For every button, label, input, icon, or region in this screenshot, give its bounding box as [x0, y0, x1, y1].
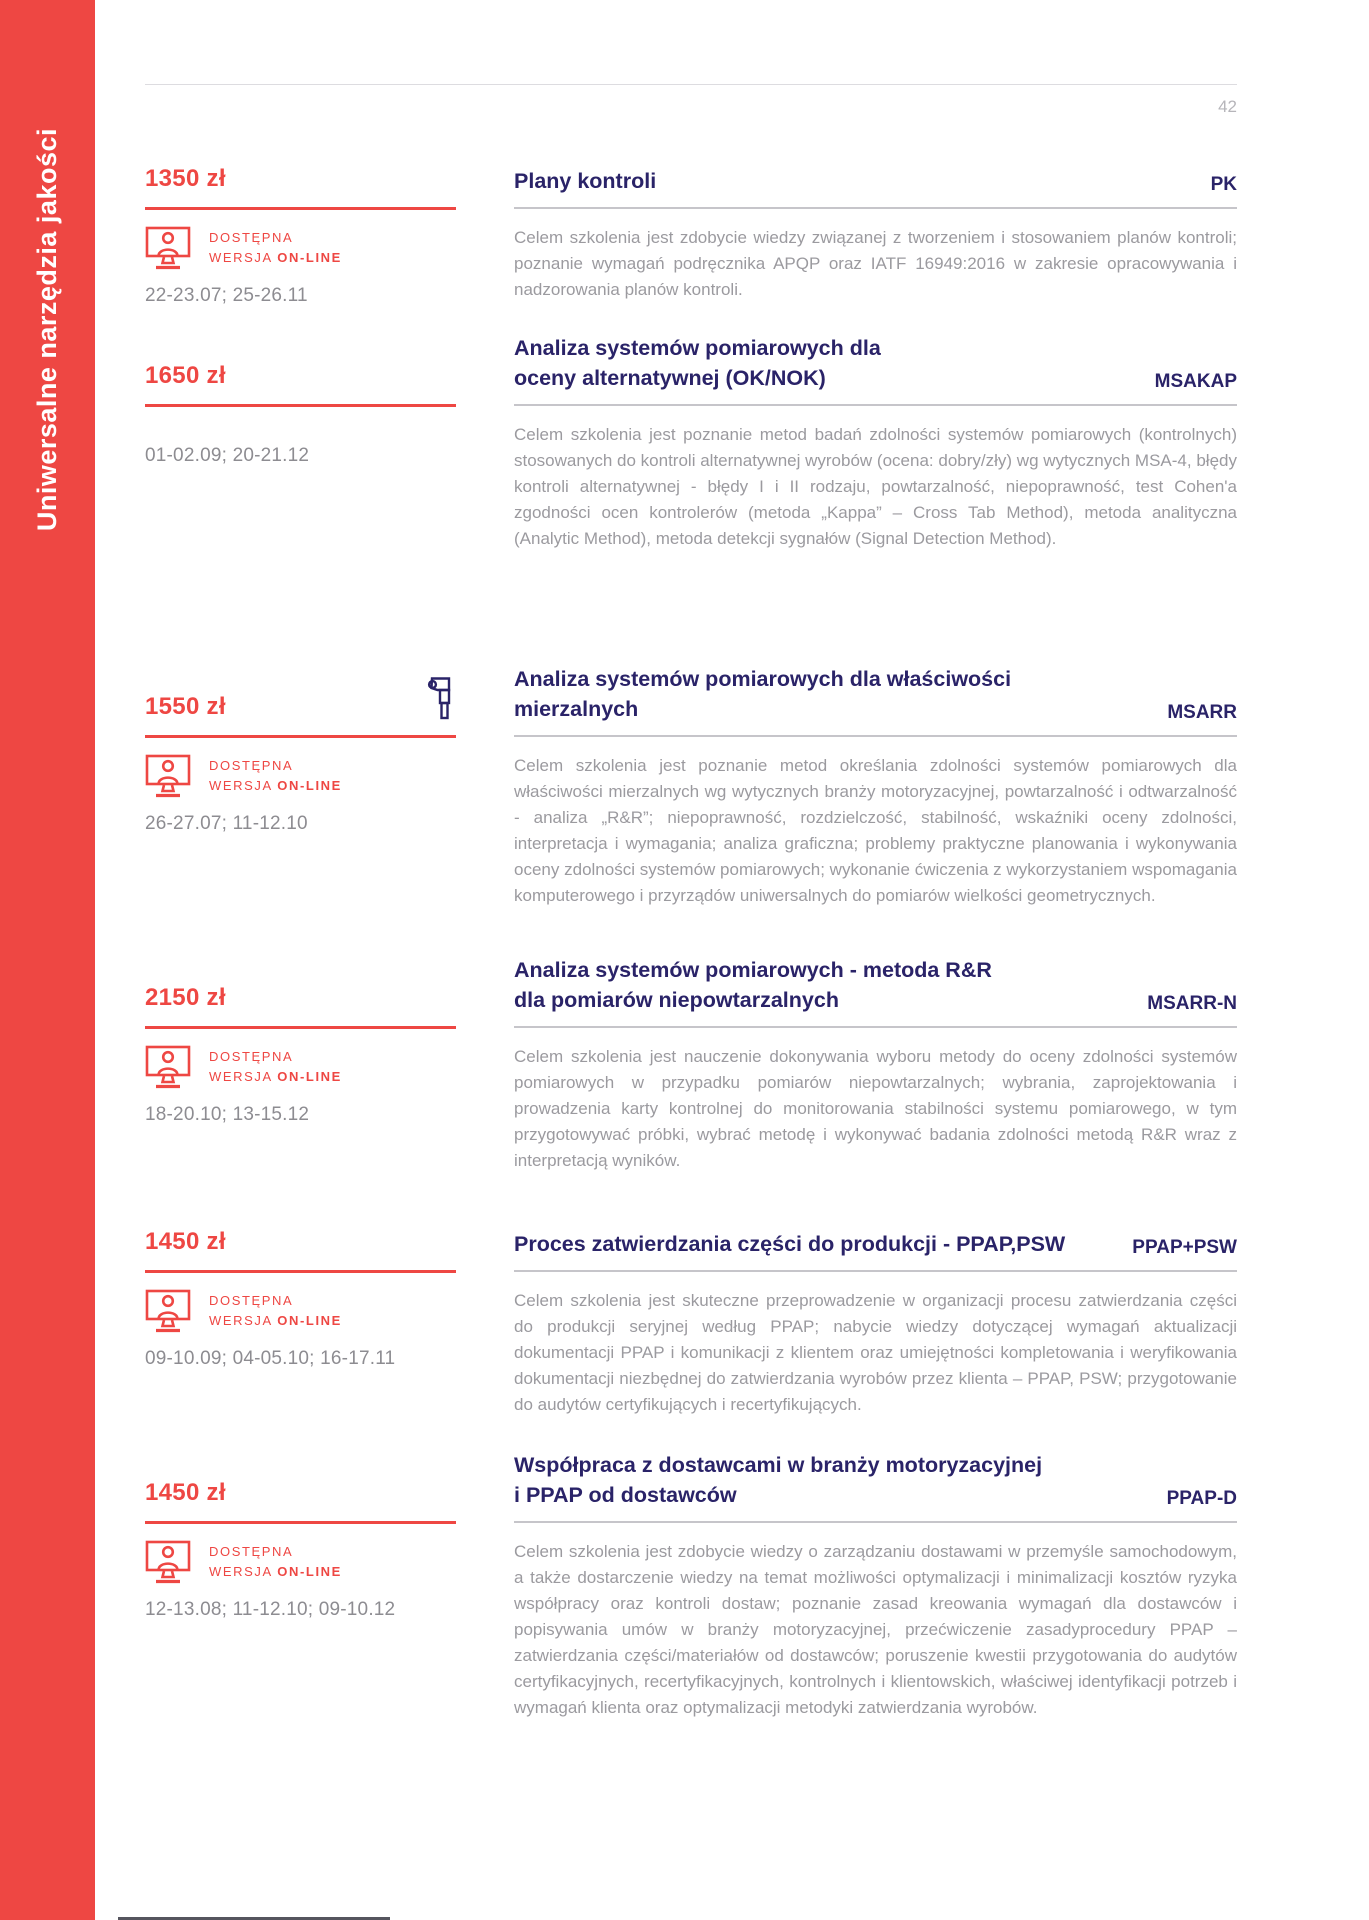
course-price: 2150 zł — [145, 984, 226, 1011]
badge-line-2: WERSJA ON-LINE — [209, 1069, 342, 1084]
course-price: 1350 zł — [145, 165, 226, 192]
title-line: Proces zatwierdzania części do produkcji - PPAP,PSW — [514, 1232, 1066, 1256]
course-title — [514, 1450, 1042, 1510]
course-dates: 26-27.07; 11-12.10 — [145, 813, 308, 834]
course-dates: 22-23.07; 25-26.11 — [145, 285, 308, 306]
course-list — [145, 165, 1237, 1721]
course-entry — [145, 955, 1237, 1174]
title-line: Współpraca z dostawcami w branży motoryzacyjnej — [514, 1453, 1043, 1477]
price-block — [145, 1479, 456, 1521]
content-area — [145, 0, 1237, 1721]
course-entry — [145, 1228, 1237, 1418]
price-block — [145, 1228, 456, 1270]
course-entry — [145, 664, 1237, 909]
course-code: MSAKAP — [1154, 371, 1237, 392]
badge-line-1: DOSTĘPNA — [209, 230, 294, 245]
online-badge — [145, 754, 456, 798]
title-divider — [514, 207, 1237, 210]
online-monitor-icon — [145, 226, 191, 270]
course-entry — [145, 1450, 1237, 1721]
course-entry — [145, 165, 1237, 307]
badge-line-2: WERSJA ON-LINE — [209, 1564, 342, 1579]
course-title — [514, 1229, 1065, 1259]
course-title — [514, 166, 656, 196]
title-line: i PPAP od dostawców — [514, 1483, 737, 1507]
title-line: Analiza systemów pomiarowych dla właściwości — [514, 667, 1012, 691]
title-divider — [514, 1521, 1237, 1524]
sidebar-label-wrap — [0, 128, 95, 532]
title-block — [514, 955, 1237, 1026]
course-meta — [145, 407, 456, 552]
caliper-icon — [427, 675, 456, 721]
online-monitor-icon — [145, 1540, 191, 1584]
course-meta — [145, 1524, 456, 1721]
course-title — [514, 333, 881, 393]
course-description: Celem szkolenia jest zdobycie wiedzy o zarządzaniu dostawami w przemyśle samochodowym, a także dostarczenie wiedzy na temat możliwości optymalizacji i minimalizacji kosztów ryzyka współpracy oraz kontroli dostaw; poznanie zasad kreowania wymagań dla dostawców i popisywania umów w branży motoryzacyjnej, przećwiczenie zasadyprocedury PPAP – zatwierdzania części/materiałów od dostawców; poruszenie kwestii przygotowania do audytów certyfikacyjnych, recertyfikacyjnych, kontrolnych i klientowskich, właściwej identyfikacji potrzeb i wymagań klienta oraz optymalizacji metodyki zatwierdzania wyrobów. — [514, 1542, 1237, 1717]
page-number: 42 — [1218, 97, 1237, 116]
badge-line-2: WERSJA ON-LINE — [209, 778, 342, 793]
badge-line-2: WERSJA ON-LINE — [209, 1313, 342, 1328]
title-divider — [514, 1270, 1237, 1273]
title-divider — [514, 404, 1237, 407]
course-description: Celem szkolenia jest poznanie metod badań zdolności systemów pomiarowych (kontrolnych) stosowanych do kontroli alternatywnej wyrobów (ocena: dobry/zły) wg wytycznych MSA-4, błędy kontroli alternatywnej - błędy I i II rodzaju, powtarzalność, niepoprawność, test Cohen'a zgodności ocen kontrolerów (metoda „Kappa” – Cross Tab Method), metoda analityczna (Analytic Method), metoda detekcji sygnałów (Signal Detection Method). — [514, 425, 1237, 548]
course-dates: 01-02.09; 20-21.12 — [145, 445, 310, 466]
course-dates: 09-10.09; 04-05.10; 16-17.11 — [145, 1348, 396, 1369]
course-dates: 12-13.08; 11-12.10; 09-10.12 — [145, 1599, 396, 1620]
price-block — [145, 362, 456, 404]
online-badge — [145, 226, 456, 270]
online-monitor-icon — [145, 1289, 191, 1333]
title-divider — [514, 1026, 1237, 1029]
course-meta — [145, 1273, 456, 1418]
online-badge — [145, 1289, 456, 1333]
header-divider — [145, 84, 1237, 85]
online-monitor-icon — [145, 754, 191, 798]
online-badge-text — [209, 757, 342, 795]
title-block — [514, 664, 1237, 735]
badge-line-1: DOSTĘPNA — [209, 1293, 294, 1308]
course-price: 1550 zł — [145, 693, 226, 720]
online-badge — [145, 1045, 456, 1089]
title-line: dla pomiarów niepowtarzalnych — [514, 988, 839, 1012]
course-entry — [145, 333, 1237, 552]
title-block — [514, 166, 1237, 207]
price-block — [145, 165, 456, 207]
badge-line-1: DOSTĘPNA — [209, 758, 294, 773]
course-title — [514, 664, 1011, 724]
course-price: 1450 zł — [145, 1228, 226, 1255]
title-block — [514, 1450, 1237, 1521]
online-badge-text — [209, 229, 342, 267]
badge-line-1: DOSTĘPNA — [209, 1544, 294, 1559]
title-line: oceny alternatywnej (OK/NOK) — [514, 366, 826, 390]
course-description: Celem szkolenia jest nauczenie dokonywania wyboru metody do oceny zdolności systemów pomiarowych w przypadku pomiarów niepowtarzalnych; wybrania, zaprojektowania i prowadzenia karty kontrolnej do monitorowania stabilności systemu pomiarowego, w tym przygotowywać próbki, wybrać metodę i wykonywać badania zdolności metodą R&R wraz z interpretacją wyników. — [514, 1047, 1237, 1170]
course-code: MSARR — [1167, 702, 1237, 723]
online-badge-text — [209, 1292, 342, 1330]
title-block — [514, 1229, 1237, 1270]
online-badge — [145, 1540, 456, 1584]
badge-line-2: WERSJA ON-LINE — [209, 250, 342, 265]
online-badge-text — [209, 1543, 342, 1581]
badge-line-1: DOSTĘPNA — [209, 1049, 294, 1064]
course-title — [514, 955, 992, 1015]
course-description: Celem szkolenia jest zdobycie wiedzy związanej z tworzeniem i stosowaniem planów kontroli; poznanie wymagań podręcznika APQP oraz IATF 16949:2016 w zakresie opracowywania i nadzorowania planów kontroli. — [514, 228, 1237, 299]
sidebar-category-label: Uniwersalne narzędzia jakości — [32, 128, 62, 532]
course-description: Celem szkolenia jest poznanie metod określania zdolności systemów pomiarowych dla właściwości mierzalnych wg wytycznych branży motoryzacyjnej, powtarzalność i odtwarzalność - analiza „R&R”; niepoprawność, rozdzielczość, stabilność, wskaźniki oceny zdolności, interpretacja i wymagania; analiza graficzna; problemy praktyczne planowania i wykonywania oceny zdolności systemów pomiarowych; wykonanie ćwiczenia z wykorzystaniem wspomagania komputerowego i przyrządów uniwersalnych do pomiarów wielkości geometrycznych. — [514, 756, 1237, 905]
title-line: mierzalnych — [514, 697, 639, 721]
price-block — [145, 675, 456, 735]
course-dates: 18-20.10; 13-15.12 — [145, 1104, 310, 1125]
title-divider — [514, 735, 1237, 738]
online-monitor-icon — [145, 1045, 191, 1089]
title-block — [514, 333, 1237, 404]
course-meta — [145, 738, 456, 909]
course-price: 1450 zł — [145, 1479, 226, 1506]
course-code: PPAP+PSW — [1132, 1237, 1237, 1258]
course-code: PPAP-D — [1166, 1488, 1237, 1509]
title-line: Plany kontroli — [514, 169, 657, 193]
price-block — [145, 984, 456, 1026]
course-code: MSARR-N — [1147, 993, 1237, 1014]
category-sidebar — [0, 0, 95, 1920]
title-line: Analiza systemów pomiarowych dla — [514, 336, 881, 360]
course-price: 1650 zł — [145, 362, 226, 389]
course-description: Celem szkolenia jest skuteczne przeprowadzenie w organizacji procesu zatwierdzania części do produkcji seryjnej według PPAP; nabycie wiedzy dotyczącej wymagań aktualizacji dokumentacji PPAP i komunikacji z klientem oraz umiejętności kompletowania i weryfikowania dokumentacji niezbędnej do zatwierdzania wyrobów przez klienta – PPAP, PSW; przygotowanie do audytów certyfikujących i recertyfikujących. — [514, 1291, 1237, 1414]
course-meta — [145, 1029, 456, 1174]
course-meta — [145, 210, 456, 307]
course-code: PK — [1210, 174, 1237, 195]
online-badge-text — [209, 1048, 342, 1086]
title-line: Analiza systemów pomiarowych - metoda R&R — [514, 958, 992, 982]
